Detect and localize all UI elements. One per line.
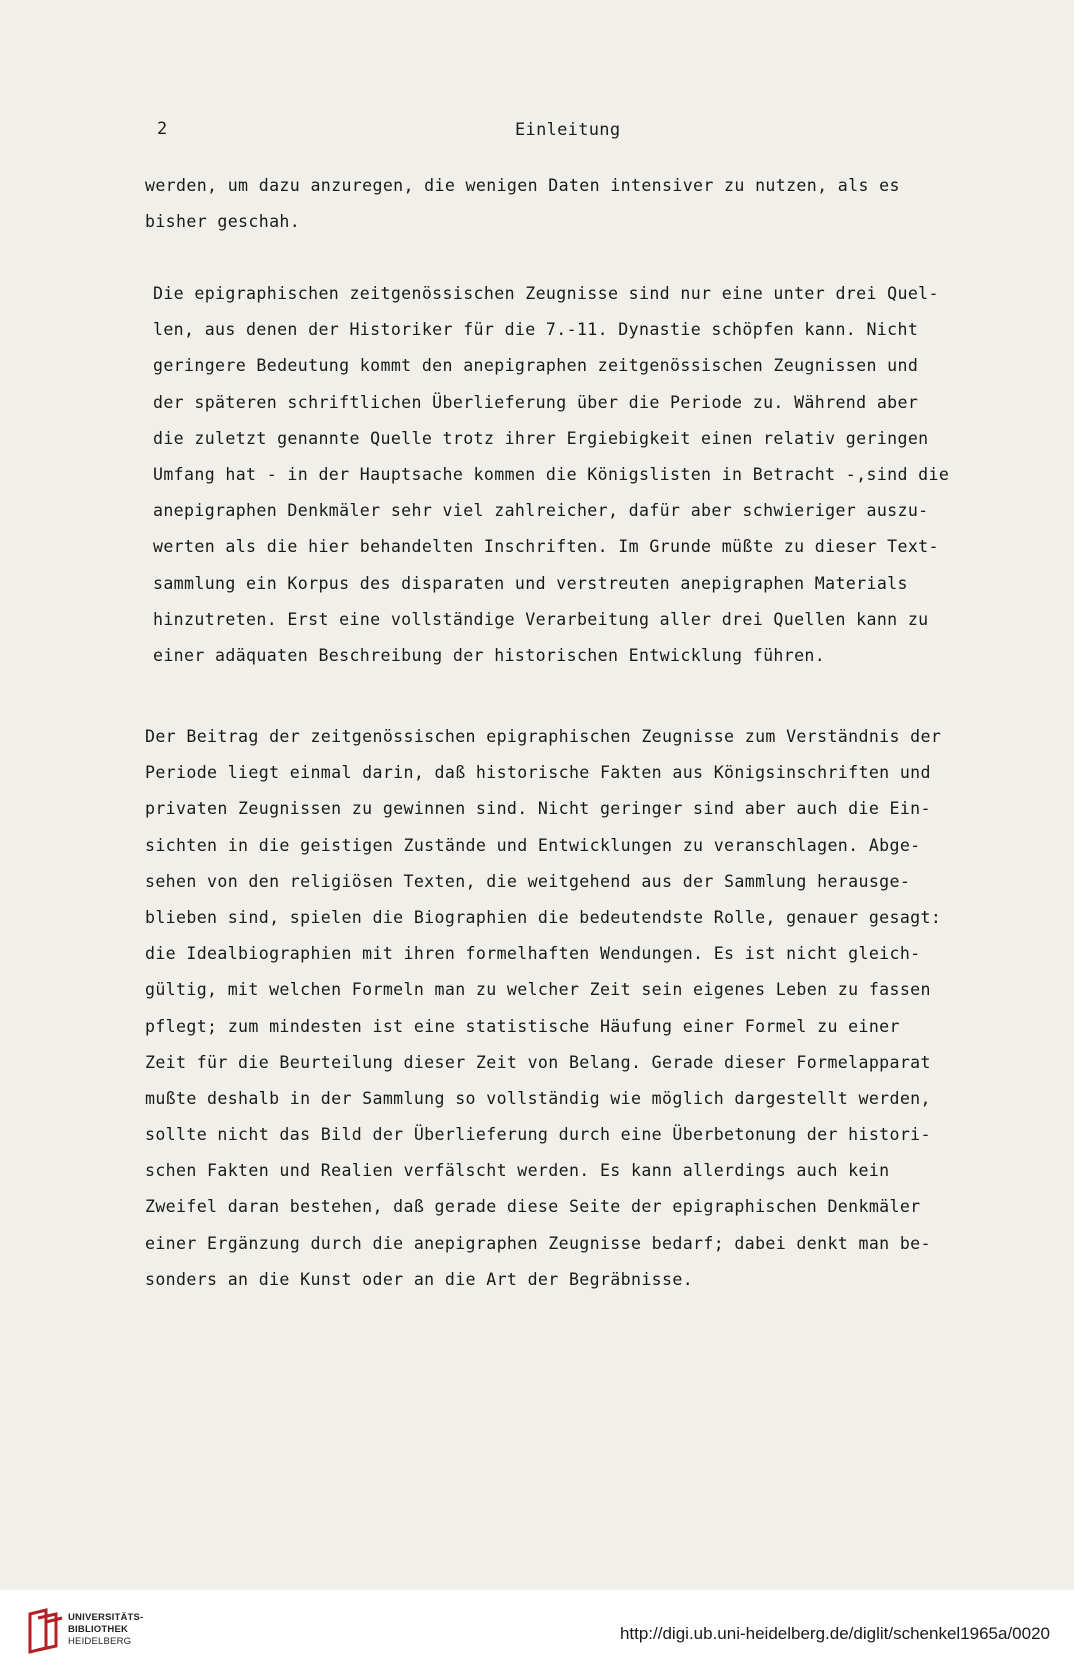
text-line: anepigraphen Denkmäler sehr viel zahlreicher, dafür aber schwieriger auszu- (153, 501, 929, 521)
paragraph-1 (145, 168, 995, 240)
text-line: werten als die hier behandelten Inschriften. Im Grunde müßte zu dieser Text- (153, 537, 939, 557)
library-name-line: HEIDELBERG (68, 1636, 132, 1647)
text-line: sollte nicht das Bild der Überlieferung durch eine Überbetonung der histori- (145, 1125, 931, 1145)
text-line: len, aus denen der Historiker für die 7.-11. Dynastie schöpfen kann. Nicht (153, 320, 919, 340)
library-name (68, 1612, 143, 1648)
text-line: einer adäquaten Beschreibung der historischen Entwicklung führen. (153, 645, 826, 665)
text-line: der späteren schriftlichen Überlieferung über die Periode zu. Während aber (153, 392, 919, 412)
text-line: geringere Bedeutung kommt den anepigraphen zeitgenössischen Zeugnissen und (153, 356, 919, 376)
text-line: blieben sind, spielen die Biographien die bedeutendste Rolle, genauer gesagt: (145, 907, 942, 927)
text-line: die zuletzt genannte Quelle trotz ihrer Ergiebigkeit einen relativ geringen (153, 428, 929, 448)
text-line: bisher geschah. (145, 212, 301, 232)
text-line: schen Fakten und Realien verfälscht werden. Es kann allerdings auch kein (145, 1161, 890, 1181)
text-line: sehen von den religiösen Texten, die weitgehend aus der Sammlung herausge- (145, 871, 911, 891)
text-line: pflegt; zum mindesten ist eine statistische Häufung einer Formel zu einer (145, 1016, 900, 1036)
footer-bar (0, 1590, 1074, 1676)
library-name-line: BIBLIOTHEK (68, 1624, 129, 1635)
text-line: Periode liegt einmal darin, daß historische Fakten aus Königsinschriften und (145, 763, 931, 783)
library-logo-icon (26, 1608, 64, 1654)
text-line: Der Beitrag der zeitgenössischen epigraphischen Zeugnisse zum Verständnis der (145, 727, 942, 746)
source-url-link[interactable]: http://digi.ub.uni-heidelberg.de/diglit/schenkel1965a/0020 (619, 1624, 1050, 1643)
text-line: sichten in die geistigen Zustände und Entwicklungen zu veranschlagen. Abge- (145, 835, 921, 855)
paragraph-2 (153, 276, 1003, 674)
text-line: einer Ergänzung durch die anepigraphen Zeugnisse bedarf; dabei denkt man be- (145, 1233, 931, 1253)
text-line: sammlung ein Korpus des disparaten und verstreuten anepigraphen Materials (153, 573, 908, 593)
text-line: mußte deshalb in der Sammlung so vollständig wie möglich dargestellt werden, (145, 1088, 931, 1108)
paragraph-3 (145, 719, 995, 1298)
text-line: Zweifel daran bestehen, daß gerade diese Seite der epigraphischen Denkmäler (145, 1197, 921, 1217)
text-line: werden, um dazu anzuregen, die wenigen Daten intensiver zu nutzen, als es (145, 176, 900, 195)
text-line: gültig, mit welchen Formeln man zu welcher Zeit sein eigenes Leben zu fassen (145, 980, 931, 1000)
library-name-line: UNIVERSITÄTS- (68, 1612, 144, 1623)
running-title: Einleitung (515, 120, 621, 140)
text-line: Die epigraphischen zeitgenössischen Zeugnisse sind nur eine unter drei Quel- (153, 284, 939, 303)
text-line: Umfang hat - in der Hauptsache kommen die Königslisten in Betracht -,sind die (153, 464, 950, 484)
text-line: die Idealbiographien mit ihren formelhaften Wendungen. Es ist nicht gleich- (145, 944, 921, 964)
page-number: 2 (157, 119, 168, 139)
running-head (0, 119, 1074, 143)
text-line: hinzutreten. Erst eine vollständige Verarbeitung aller drei Quellen kann zu (153, 609, 929, 629)
text-line: Zeit für die Beurteilung dieser Zeit von Belang. Gerade dieser Formelapparat (145, 1052, 931, 1072)
text-line: sonders an die Kunst oder an die Art der Begräbnisse. (145, 1269, 694, 1289)
text-line: privaten Zeugnissen zu gewinnen sind. Nicht geringer sind aber auch die Ein- (145, 799, 931, 819)
